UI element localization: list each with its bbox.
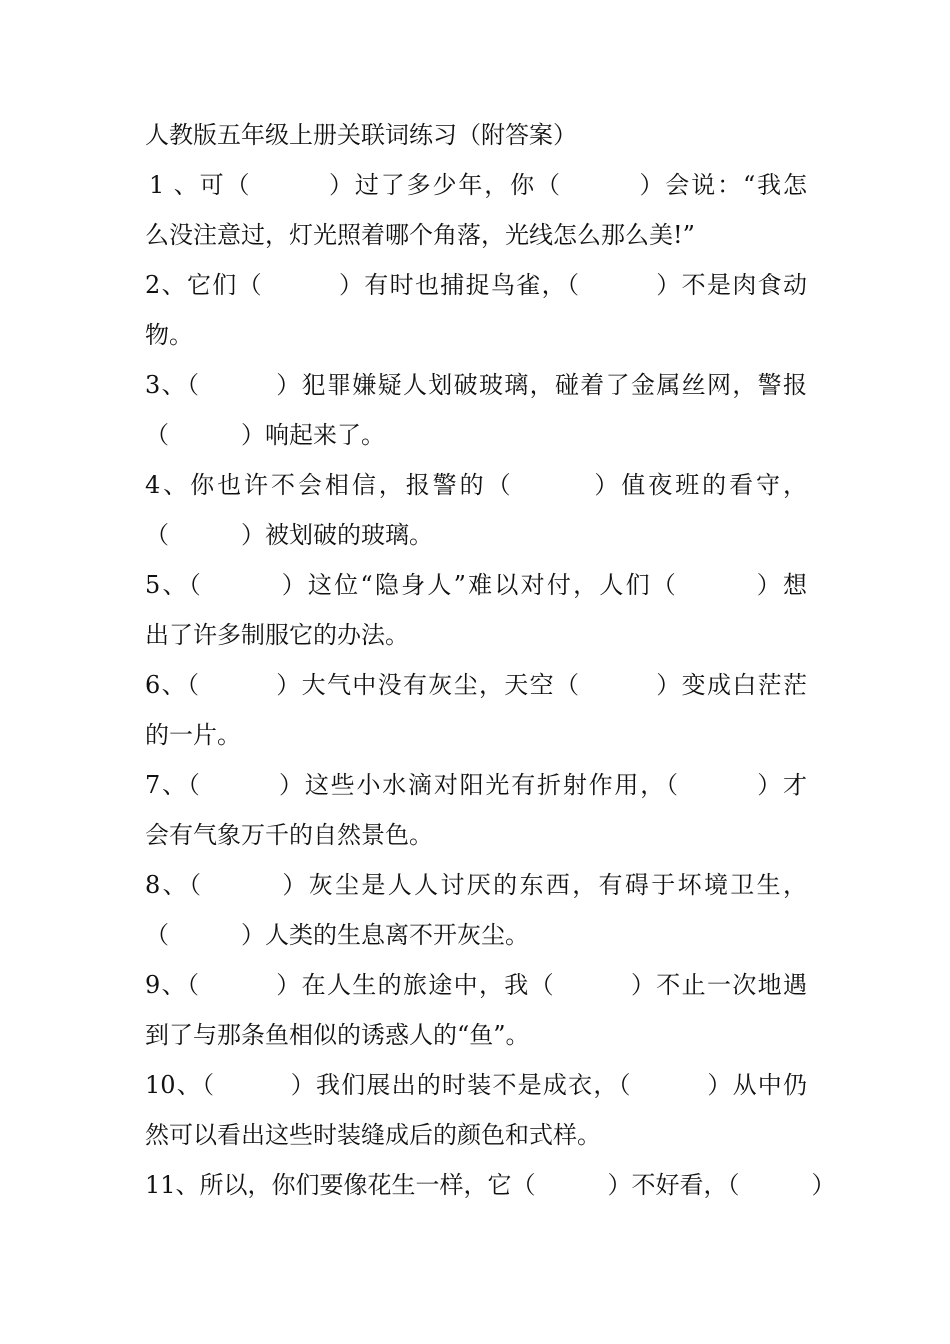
question-5-line-1: 5、（ ）这位“隐身人”难以对付，人们（ ）想 bbox=[145, 571, 807, 599]
question-2-line-1: 2、它们（ ）有时也捕捉鸟雀，（ ）不是肉食动 bbox=[145, 271, 807, 299]
question-6-line-2: 的一片。 bbox=[145, 721, 241, 749]
question-8-line-1: 8、（ ）灰尘是人人讨厌的东西，有碍于坏境卫生， bbox=[145, 871, 807, 899]
question-3-line-1: 3、（ ）犯罪嫌疑人划破玻璃，碰着了金属丝网，警报 bbox=[145, 371, 807, 399]
document-title: 人教版五年级上册关联词练习（附答案） bbox=[145, 121, 577, 149]
question-10-line-1: 10、（ ）我们展出的时装不是成衣，（ ）从中仍 bbox=[145, 1071, 807, 1099]
question-4-line-1: 4、你也许不会相信，报警的（ ）值夜班的看守， bbox=[145, 471, 807, 499]
question-10-line-2: 然可以看出这些时装缝成后的颜色和式样。 bbox=[145, 1121, 601, 1149]
question-9-line-1: 9、（ ）在人生的旅途中，我（ ）不止一次地遇 bbox=[145, 971, 807, 999]
question-7-line-1: 7、（ ）这些小水滴对阳光有折射作用，（ ）才 bbox=[145, 771, 807, 799]
question-2-line-2: 物。 bbox=[145, 321, 193, 349]
document-page bbox=[145, 110, 836, 1210]
question-1-line-2: 么没注意过，灯光照着哪个角落，光线怎么那么美!” bbox=[145, 221, 695, 249]
question-5-line-2: 出了许多制服它的办法。 bbox=[145, 621, 409, 649]
question-1-line-1: 1 、可（ ）过了多少年，你（ ）会说：“我怎 bbox=[149, 171, 807, 199]
question-6-line-1: 6、（ ）大气中没有灰尘，天空（ ）变成白茫茫 bbox=[145, 671, 807, 699]
question-8-line-2: （ ）人类的生息离不开灰尘。 bbox=[145, 921, 529, 949]
question-4-line-2: （ ）被划破的玻璃。 bbox=[145, 521, 433, 549]
question-3-line-2: （ ）响起来了。 bbox=[145, 421, 385, 449]
question-9-line-2: 到了与那条鱼相似的诱惑人的“鱼”。 bbox=[145, 1021, 530, 1049]
question-11-line-1: 11、所以，你们要像花生一样，它（ ）不好看，（ ） bbox=[145, 1171, 836, 1199]
question-7-line-2: 会有气象万千的自然景色。 bbox=[145, 821, 433, 849]
